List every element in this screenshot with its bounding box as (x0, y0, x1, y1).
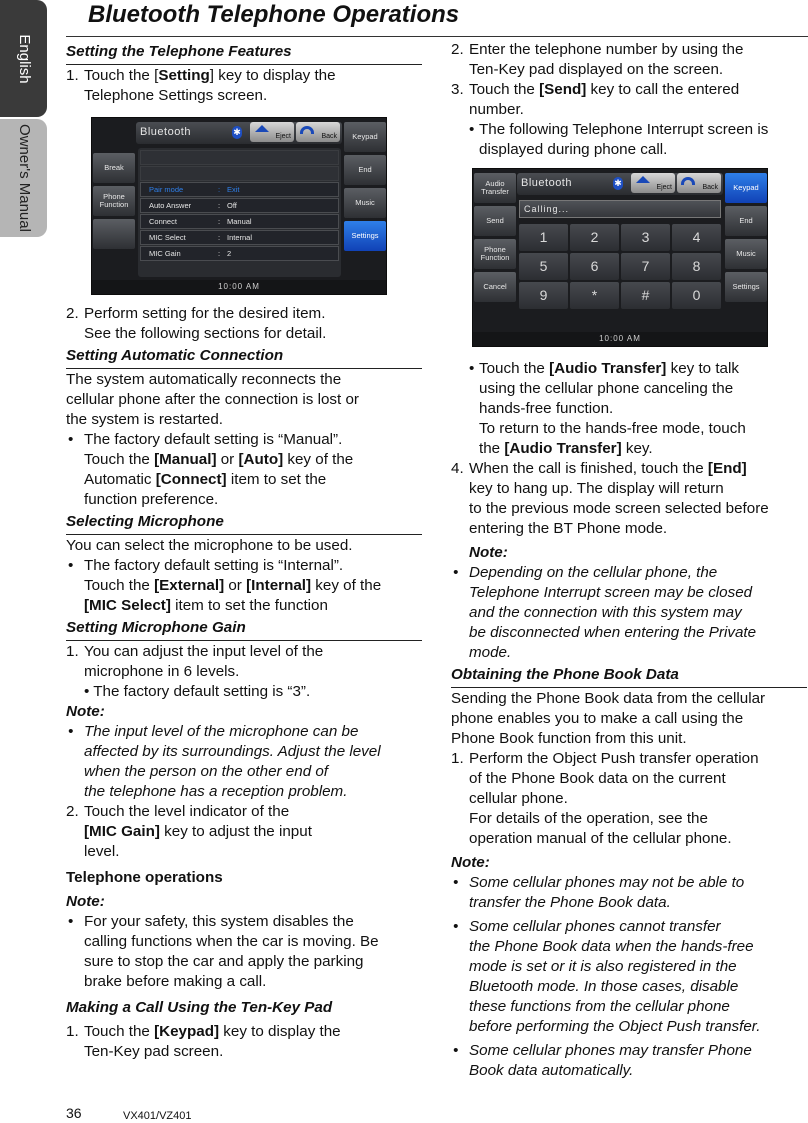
calling-display: Calling... (519, 200, 721, 218)
section-heading-microphone-gain: Setting Microphone Gain (66, 616, 422, 641)
step-3: 3. Touch the [Send] key to call the entered number. (451, 81, 740, 118)
title-rule (66, 36, 808, 37)
note-label: Note: (451, 854, 490, 871)
key-hash: # (621, 282, 670, 309)
model-number: VX401/VZ401 (123, 1110, 192, 1122)
back-button: Back (296, 122, 340, 142)
note-bullet: • Some cellular phones may transfer Phone Book data automatically. (453, 1042, 752, 1079)
back-icon (681, 177, 695, 185)
bluetooth-icon: ✱ (614, 178, 622, 188)
settings-header-row (140, 150, 339, 165)
settings-blank-row (140, 166, 339, 181)
blank-button (93, 219, 135, 249)
note-label: Note: (66, 893, 105, 910)
screen-topbar: Bluetooth ✱ Eject Back (136, 122, 342, 144)
paragraph: The system automatically reconnects the cellular phone after the connection is lost or the system is restarted. (66, 371, 359, 428)
page-title: Bluetooth Telephone Operations (88, 1, 460, 28)
note-bullet: • The input level of the microphone can be affected by its surroundings. Adjust the level when the person on the other end of the telephone has a reception problem. (68, 723, 381, 800)
keypad-button: Keypad (344, 122, 386, 152)
paragraph: Sending the Phone Book data from the cellular phone enables you to make a call using the Phone Book function from this unit. (451, 690, 766, 747)
key-5: 5 (519, 253, 568, 280)
phone-function-button: Phone Function (93, 186, 135, 216)
section-heading-ten-key-call: Making a Call Using the Ten-Key Pad (66, 999, 333, 1016)
page-number: 36 (66, 1105, 82, 1121)
key-6: 6 (570, 253, 619, 280)
eject-icon (255, 125, 269, 132)
telephone-interrupt-screenshot (472, 168, 768, 347)
section-heading-telephone-operations: Telephone operations (66, 869, 223, 886)
end-button: End (344, 155, 386, 185)
step-1: 1. You can adjust the input level of the microphone in 6 levels. • The factory default setting is “3”. (66, 643, 324, 700)
screen-clock: 10:00 AM (92, 280, 386, 294)
screen-clock: 10:00 AM (473, 332, 767, 346)
key-3: 3 (621, 224, 670, 251)
section-heading-telephone-features: Setting the Telephone Features (66, 40, 422, 65)
key-4: 4 (672, 224, 721, 251)
note-bullet: • Depending on the cellular phone, the Telephone Interrupt screen may be closed and the connection with this system may be disconnected when entering the Private mode. (453, 564, 757, 661)
screen-topbar: Bluetooth ✱ Eject Back (517, 173, 723, 195)
bullet: • Touch the [Audio Transfer] key to talk using the cellular phone canceling the hands-free function. To return to the hands-free mode, touch the [Audio Transfer] key. (469, 360, 746, 457)
step-4: 4. When the call is finished, touch the [End] key to hang up. The display will return to the previous mode screen selected before entering the BT Phone mode. (451, 460, 769, 537)
key-9: 9 (519, 282, 568, 309)
eject-button: Eject (631, 173, 675, 193)
key-0: 0 (672, 282, 721, 309)
settings-button: Settings (725, 272, 767, 302)
bullet: • The factory default setting is “Internal”. Touch the [External] or [Internal] key of the [MIC Select] item to set the function (68, 557, 382, 614)
step-2: 2. Perform setting for the desired item. See the following sections for detail. (66, 305, 327, 342)
settings-row: MIC Select : Internal (140, 230, 339, 245)
settings-list (138, 148, 341, 277)
settings-row: MIC Gain : 2 (140, 246, 339, 261)
step-1: 1. Perform the Object Push transfer operation of the Phone Book data on the current cellular phone. For details of the operation, see the operation manual of the cellular phone. (451, 750, 759, 847)
section-heading-phone-book: Obtaining the Phone Book Data (451, 663, 807, 688)
note-bullet: • For your safety, this system disables the calling functions when the car is moving. Be sure to stop the car and apply the parking brake before making a call. (68, 913, 379, 990)
paragraph: You can select the microphone to be used. (66, 537, 353, 554)
step-2: 2. Touch the level indicator of the [MIC Gain] key to adjust the input level. (66, 803, 312, 860)
key-1: 1 (519, 224, 568, 251)
keypad-button: Keypad (725, 173, 767, 203)
settings-row: Pair mode : Exit (140, 182, 339, 197)
audio-transfer-button: Audio Transfer (474, 173, 516, 203)
send-button: Send (474, 206, 516, 236)
music-button: Music (344, 188, 386, 218)
note-bullet: • Some cellular phones cannot transfer the Phone Book data when the hands-free mode is set or it is also registered in the Bluetooth mode. In those cases, disable these functions from the cellular phone before performing the Object Push transfer. (453, 918, 761, 1035)
phone-function-button: Phone Function (474, 239, 516, 269)
back-icon (300, 126, 314, 134)
section-heading-selecting-microphone: Selecting Microphone (66, 510, 422, 535)
end-button: End (725, 206, 767, 236)
music-button: Music (725, 239, 767, 269)
eject-button: Eject (250, 122, 294, 142)
break-button: Break (93, 153, 135, 183)
ten-key-pad (519, 224, 721, 309)
back-button: Back (677, 173, 721, 193)
left-column (66, 40, 422, 1062)
bluetooth-icon: ✱ (233, 127, 241, 137)
eject-icon (636, 176, 650, 183)
bullet: • The following Telephone Interrupt screen is displayed during phone call. (469, 121, 769, 158)
tab-owners-manual: Owner's Manual (0, 119, 47, 237)
tab-english: English (0, 0, 47, 117)
bullet: • The factory default setting is “Manual”. Touch the [Manual] or [Auto] key of the Automatic [Connect] item to set the function preference. (68, 431, 354, 508)
key-7: 7 (621, 253, 670, 280)
settings-button: Settings (344, 221, 386, 251)
section-heading-automatic-connection: Setting Automatic Connection (66, 344, 422, 369)
telephone-settings-screenshot (91, 117, 387, 295)
settings-row: Connect : Manual (140, 214, 339, 229)
key-star: * (570, 282, 619, 309)
settings-row: Auto Answer : Off (140, 198, 339, 213)
key-8: 8 (672, 253, 721, 280)
cancel-button: Cancel (474, 272, 516, 302)
step-1: 1. Touch the [Setting] key to display the Telephone Settings screen. (66, 67, 336, 104)
right-column (451, 40, 807, 1081)
note-label: Note: (469, 544, 508, 561)
step-1: 1. Touch the [Keypad] key to display the Ten-Key pad screen. (66, 1023, 341, 1060)
note-label: Note: (66, 703, 105, 720)
key-2: 2 (570, 224, 619, 251)
step-2: 2. Enter the telephone number by using the Ten-Key pad displayed on the screen. (451, 41, 744, 78)
note-bullet: • Some cellular phones may not be able to transfer the Phone Book data. (453, 874, 745, 911)
